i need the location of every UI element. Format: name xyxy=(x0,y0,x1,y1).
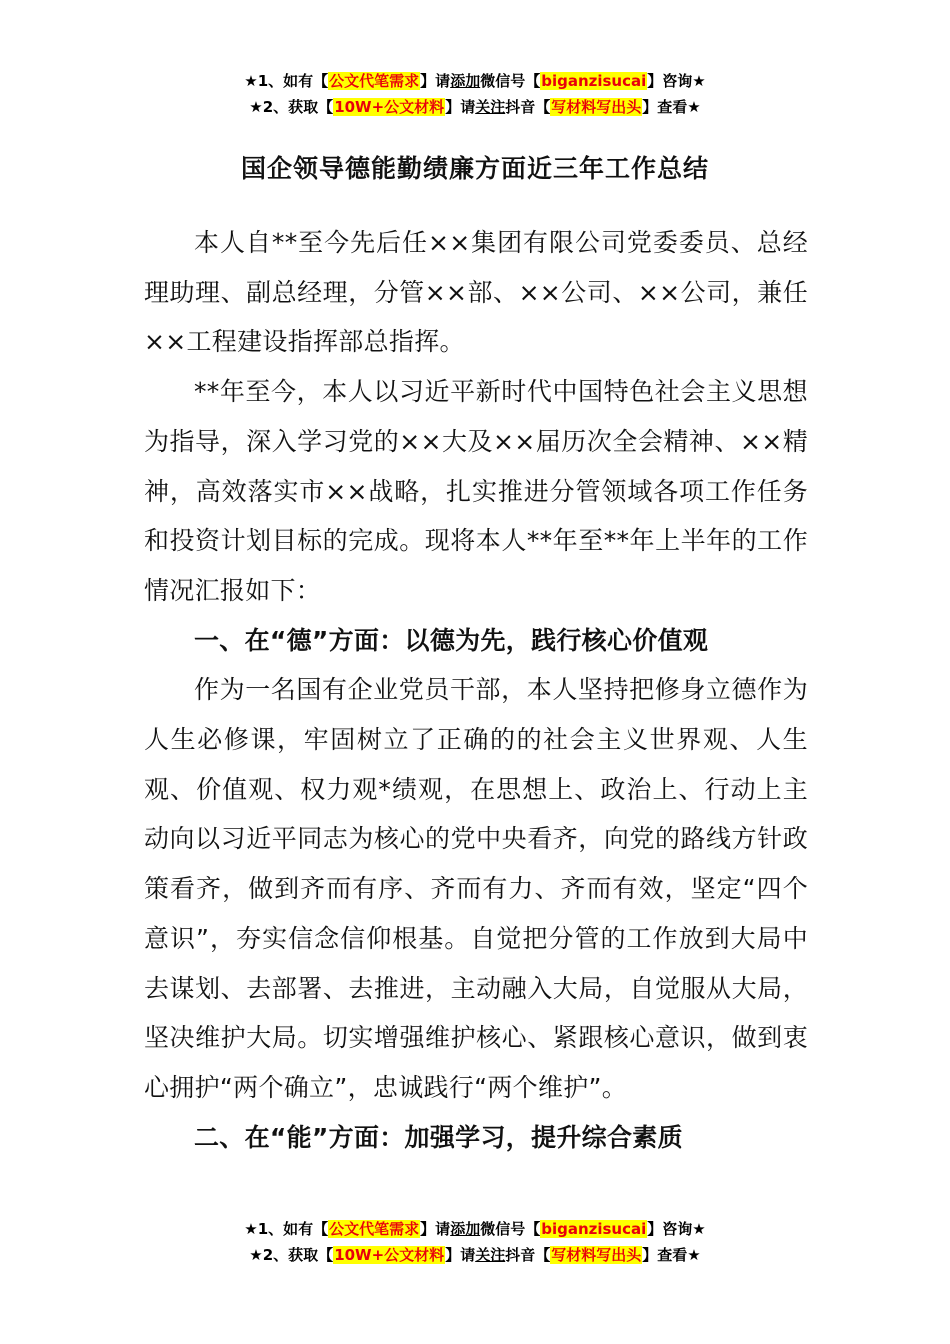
banner-underlined-text: 添加 xyxy=(450,1220,481,1238)
banner-text: 】请 xyxy=(445,98,476,116)
banner-underlined-text: 关注 xyxy=(475,98,506,116)
footer-banner xyxy=(0,1216,950,1268)
banner-line-2 xyxy=(0,1242,950,1268)
banner-text: 抖音【 xyxy=(505,1246,551,1264)
paragraph-de: 作为一名国有企业党员干部，本人坚持把修身立德作为人生必修课，牢固树立了正确的的社会主义世界观、人生观、价值观、权力观*绩观，在思想上、政治上、行动上主动向以习近平同志为核心的党中央看齐，向党的路线方针政策看齐，做到齐而有序、齐而有力、齐而有效，坚定“四个意识”，夯实信念信仰根基。自觉把分管的工作放到大局中去谋划、去部署、去推进，主动融入大局，自觉服从大局，坚决维护大局。切实增强维护核心、紧跟核心意识，做到衷心拥护“两个确立”，忠诚践行“两个维护”。 xyxy=(144,675,808,1102)
banner-text: 】请 xyxy=(445,1246,476,1264)
section-heading-de: 一、在“德”方面：以德为先，践行核心价值观 xyxy=(194,625,709,655)
banner-text: 】请 xyxy=(420,72,451,90)
banner-text: 】咨询★ xyxy=(647,1220,706,1238)
document-title: 国企领导德能勤绩廉方面近三年工作总结 xyxy=(240,154,709,183)
banner-text: 微信号【 xyxy=(480,72,541,90)
banner-line-2 xyxy=(0,94,950,120)
banner-text: 】查看★ xyxy=(642,98,701,116)
banner-highlight: 公文代笔需求 xyxy=(329,1220,420,1238)
banner-text: 抖音【 xyxy=(505,98,551,116)
banner-underlined-text: 添加 xyxy=(450,72,481,90)
banner-highlight: biganzisucai xyxy=(541,1220,647,1238)
banner-underlined-text: 关注 xyxy=(475,1246,506,1264)
banner-text: ★2、获取【 xyxy=(249,98,334,116)
banner-text: 】查看★ xyxy=(642,1246,701,1264)
banner-text: ★1、如有【 xyxy=(244,1220,329,1238)
banner-highlight: 写材料写出头 xyxy=(551,1246,642,1264)
section-heading-neng: 二、在“能”方面：加强学习，提升综合素质 xyxy=(194,1122,683,1152)
banner-text: 微信号【 xyxy=(480,1220,541,1238)
banner-highlight: 10W+公文材料 xyxy=(334,98,445,116)
banner-highlight: 写材料写出头 xyxy=(551,98,642,116)
banner-line-1 xyxy=(0,1216,950,1242)
banner-text: 】请 xyxy=(420,1220,451,1238)
paragraph-intro: 本人自**至今先后任××集团有限公司党委委员、总经理助理、副总经理，分管××部、××公司、××公司，兼任××工程建设指挥部总指挥。 xyxy=(144,228,808,357)
banner-highlight: 公文代笔需求 xyxy=(329,72,420,90)
banner-text: ★1、如有【 xyxy=(244,72,329,90)
banner-text: 】咨询★ xyxy=(647,72,706,90)
banner-line-1 xyxy=(0,68,950,94)
document-body xyxy=(144,218,808,1162)
paragraph-overview: **年至今，本人以习近平新时代中国特色社会主义思想为指导，深入学习党的××大及××届历次全会精神、××精神，高效落实市××战略，扎实推进分管领域各项工作任务和投资计划目标的完成。现将本人**年至**年上半年的工作情况汇报如下： xyxy=(144,377,808,605)
banner-text: ★2、获取【 xyxy=(249,1246,334,1264)
banner-highlight: biganzisucai xyxy=(541,72,647,90)
banner-highlight: 10W+公文材料 xyxy=(334,1246,445,1264)
header-banner xyxy=(0,68,950,120)
